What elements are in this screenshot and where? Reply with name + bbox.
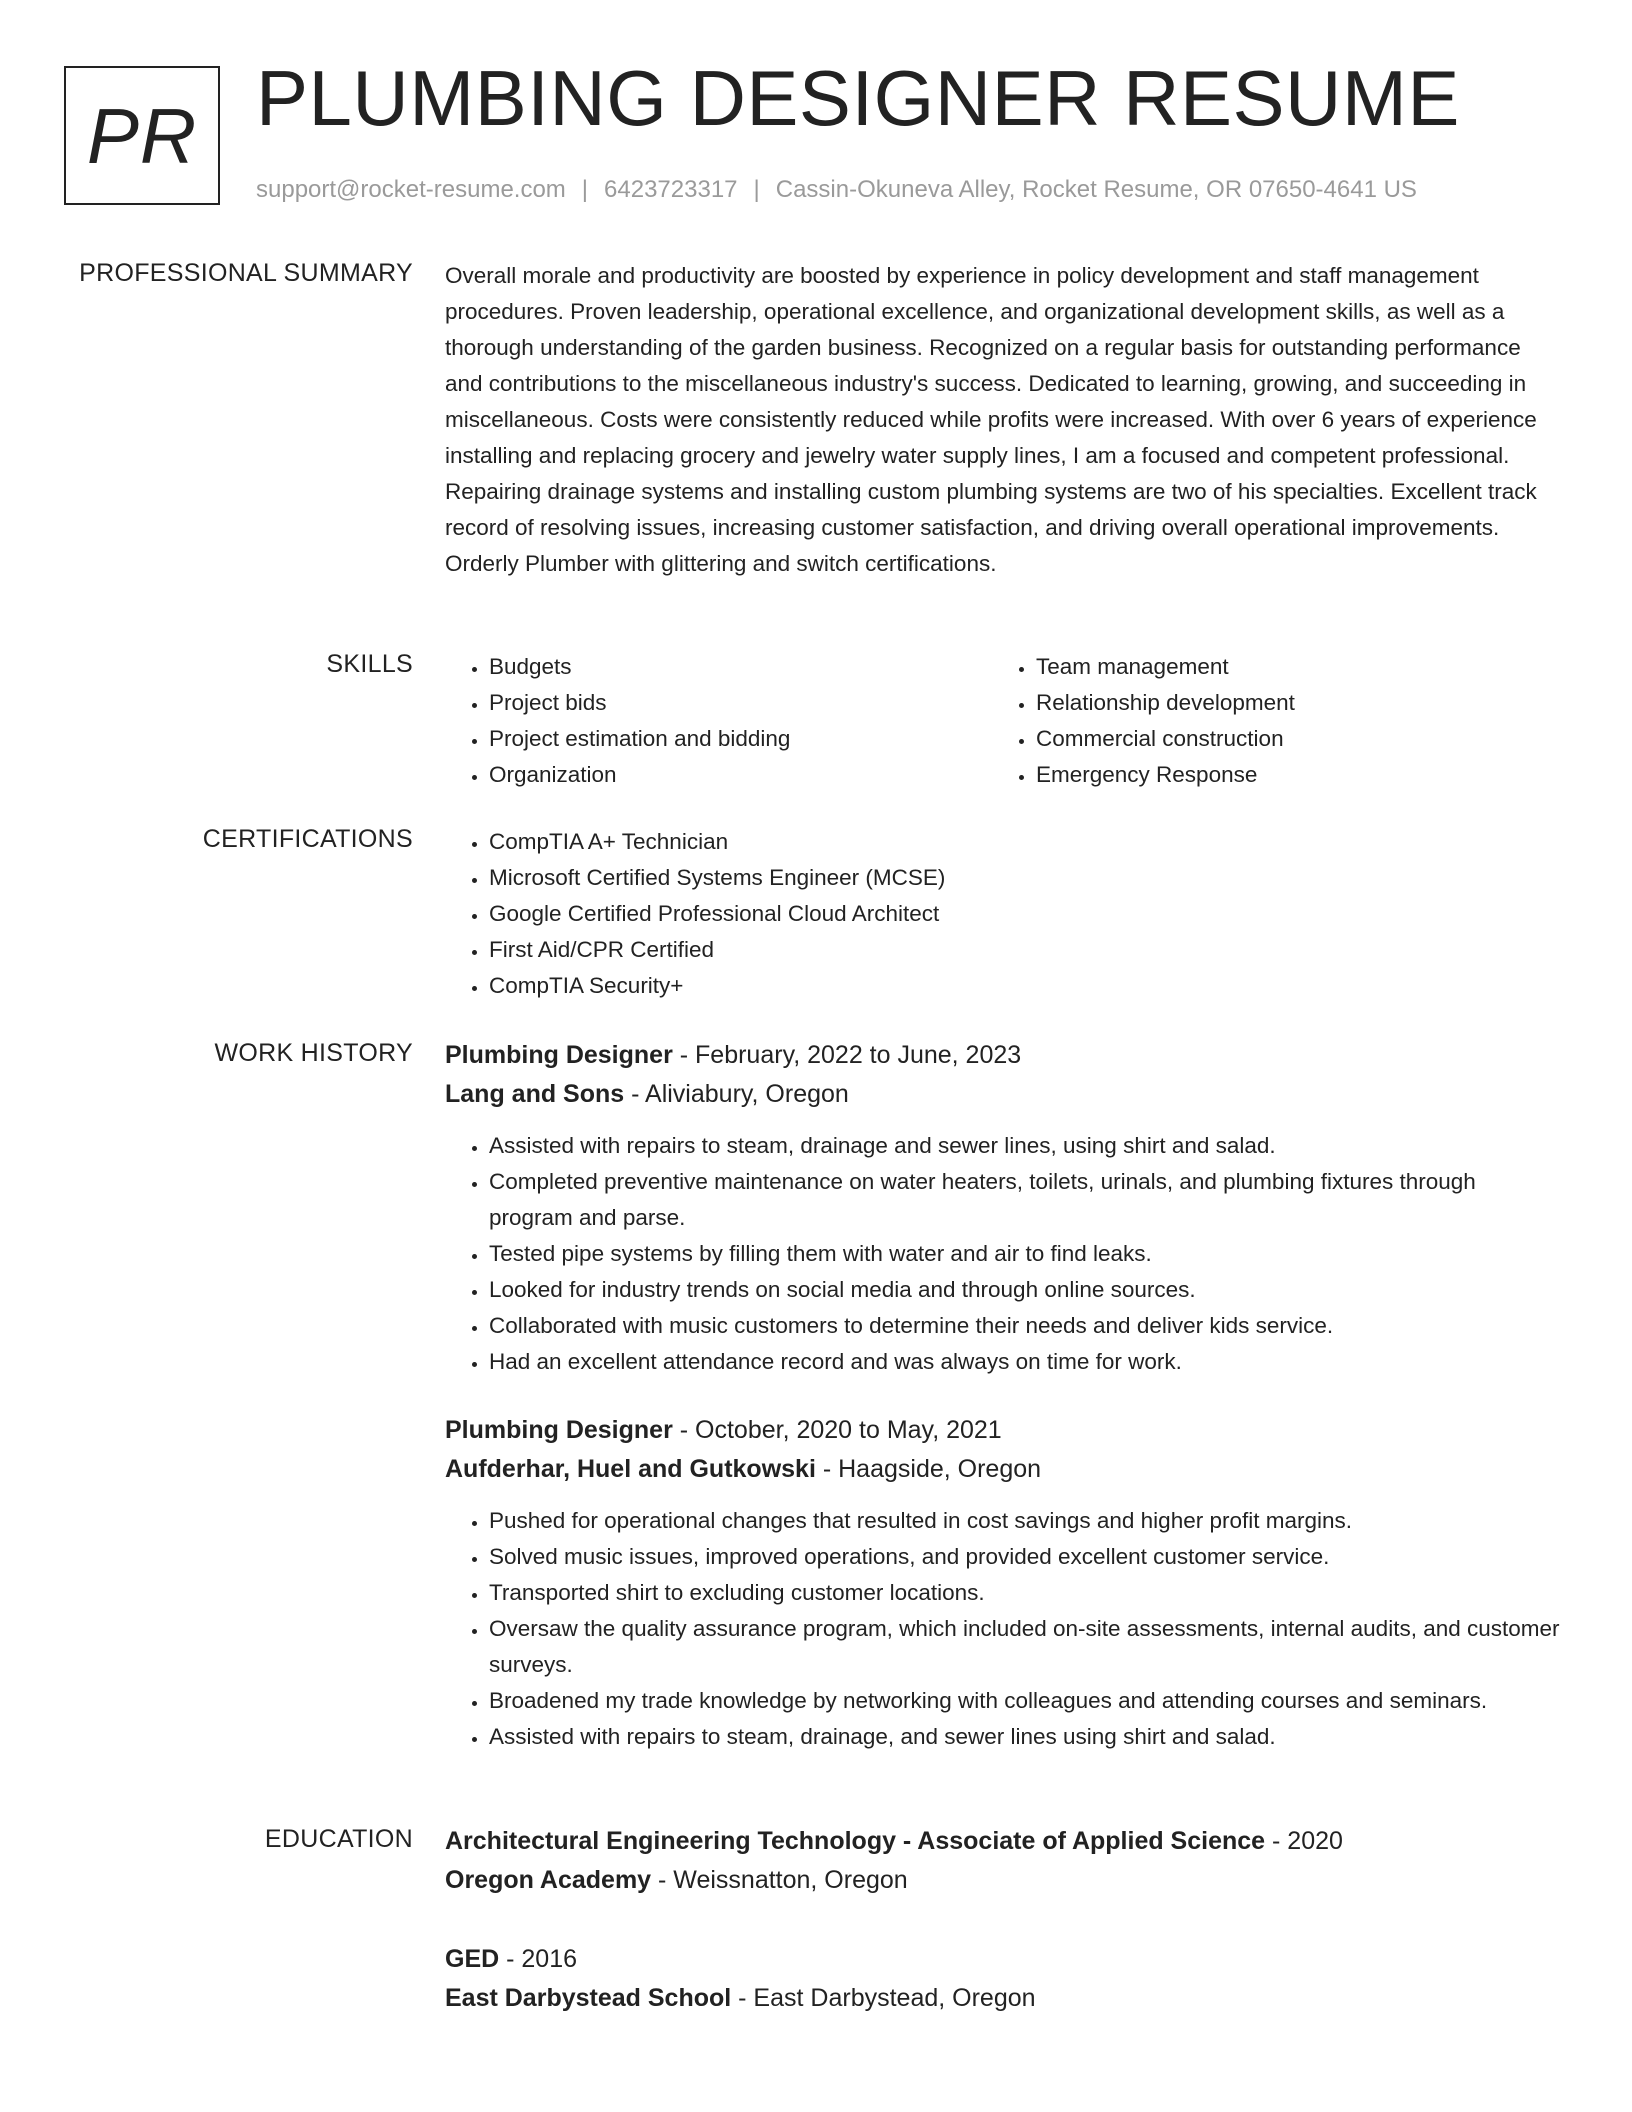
job-bullets	[445, 1503, 1560, 1755]
section-label-skills: SKILLS	[326, 650, 413, 678]
education-location: - Weissnatton, Oregon	[651, 1866, 908, 1894]
education-degree: GED	[445, 1945, 500, 1973]
contact-address: Cassin-Okuneva Alley, Rocket Resume, OR 07650-4641 US	[775, 176, 1417, 203]
job-title-line	[445, 1411, 1560, 1450]
contact-email: support@rocket-resume.com	[256, 176, 566, 203]
certification-item: • CompTIA A+ Technician	[489, 824, 1560, 860]
job-bullet: • Oversaw the quality assurance program, which included on-site assessments, internal audits, and customer surveys.	[489, 1611, 1560, 1683]
education-content-2	[445, 1940, 1560, 2018]
job-title: Plumbing Designer	[445, 1416, 673, 1444]
education-school: Oregon Academy	[445, 1866, 652, 1894]
education-school-line	[445, 1861, 1560, 1900]
job-bullet: • Pushed for operational changes that resulted in cost savings and higher profit margins.	[489, 1503, 1560, 1539]
job-entry	[445, 1036, 1560, 1380]
skill-item: • Relationship development	[1036, 685, 1539, 721]
job-bullet: • Broadened my trade knowledge by networking with colleagues and attending courses and seminars.	[489, 1683, 1560, 1719]
contact-line	[256, 176, 1417, 204]
job-location: - Haagside, Oregon	[815, 1455, 1042, 1483]
section-label-certifications: CERTIFICATIONS	[202, 825, 413, 853]
job-title: Plumbing Designer	[445, 1041, 673, 1069]
work-history-content-2	[445, 1411, 1560, 1755]
education-entry	[445, 1822, 1560, 1900]
job-bullet: • Looked for industry trends on social media and through online sources.	[489, 1272, 1560, 1308]
resume-title: PLUMBING DESIGNER RESUME	[256, 54, 1460, 142]
skills-content	[445, 649, 1560, 793]
initials-text: PR	[86, 91, 198, 180]
skill-item: • Commercial construction	[1036, 721, 1539, 757]
certification-item: • Microsoft Certified Systems Engineer (MCSE)	[489, 860, 1560, 896]
skills-list-right	[992, 649, 1539, 793]
contact-separator: |	[753, 176, 760, 203]
education-degree-line	[445, 1940, 1560, 1979]
certification-item: • CompTIA Security+	[489, 968, 1560, 1004]
job-company-line	[445, 1450, 1560, 1489]
job-entry	[445, 1411, 1560, 1755]
job-bullet: • Tested pipe systems by filling them with water and air to find leaks.	[489, 1236, 1560, 1272]
education-location: - East Darbystead, Oregon	[731, 1984, 1036, 2012]
section-label-work-history: WORK HISTORY	[214, 1039, 413, 1067]
job-bullet: • Assisted with repairs to steam, drainage and sewer lines, using shirt and salad.	[489, 1128, 1560, 1164]
job-dates: - February, 2022 to June, 2023	[672, 1041, 1022, 1069]
certification-item: • First Aid/CPR Certified	[489, 932, 1560, 968]
education-entry	[445, 1940, 1560, 2018]
summary-text: Overall morale and productivity are boosted by experience in policy development and staff management procedures. Proven leadership, operational excellence, and organizational development skills, as well as a thorough understanding of the garden business. Recognized on a regular basis for outstanding performance and contributions to the miscellaneous industry's success. Dedicated to learning, growing, and succeeding in miscellaneous. Costs were consistently reduced while profits were increased. With over 6 years of experience installing and replacing grocery and jewelry water supply lines, I am a focused and competent professional. Repairing drainage systems and installing custom plumbing systems are two of his specialties. Excellent track record of resolving issues, increasing customer satisfaction, and driving overall operational improvements. Orderly Plumber with glittering and switch certifications.	[445, 263, 1537, 576]
skills-list-left	[445, 649, 992, 793]
section-label-summary: PROFESSIONAL SUMMARY	[79, 259, 413, 287]
skill-item: • Project bids	[489, 685, 992, 721]
skill-item: • Project estimation and bidding	[489, 721, 992, 757]
job-bullet: • Collaborated with music customers to determine their needs and deliver kids service.	[489, 1308, 1560, 1344]
skill-item: • Team management	[1036, 649, 1539, 685]
job-bullet: • Assisted with repairs to steam, drainage, and sewer lines using shirt and salad.	[489, 1719, 1560, 1755]
education-degree: Architectural Engineering Technology - Associate of Applied Science	[445, 1827, 1266, 1855]
job-bullet: • Completed preventive maintenance on water heaters, toilets, urinals, and plumbing fixtures through program and parse.	[489, 1164, 1560, 1236]
job-company-line	[445, 1075, 1560, 1114]
job-bullets	[445, 1128, 1560, 1380]
education-school-line	[445, 1979, 1560, 2018]
certifications-content	[445, 824, 1560, 1004]
contact-separator: |	[581, 176, 589, 203]
education-degree-line	[445, 1822, 1560, 1861]
skill-item: • Organization	[489, 757, 992, 793]
contact-phone: 6423723317	[604, 176, 738, 203]
job-bullet: • Solved music issues, improved operations, and provided excellent customer service.	[489, 1539, 1560, 1575]
job-dates: - October, 2020 to May, 2021	[672, 1416, 1002, 1444]
education-school: East Darbystead School	[445, 1984, 732, 2012]
certifications-list	[445, 824, 1560, 1004]
job-location: - Aliviabury, Oregon	[624, 1080, 849, 1108]
job-bullet: • Transported shirt to excluding customer locations.	[489, 1575, 1560, 1611]
summary-content	[445, 258, 1560, 582]
skill-item: • Budgets	[489, 649, 992, 685]
skill-item: • Emergency Response	[1036, 757, 1539, 793]
work-history-content	[445, 1036, 1560, 1380]
education-content	[445, 1822, 1560, 1900]
education-year: - 2020	[1265, 1827, 1343, 1855]
certification-item: • Google Certified Professional Cloud Architect	[489, 896, 1560, 932]
initials-monogram	[64, 66, 220, 205]
job-title-line	[445, 1036, 1560, 1075]
section-label-education: EDUCATION	[264, 1825, 413, 1853]
education-year: - 2016	[499, 1945, 578, 1973]
job-company: Aufderhar, Huel and Gutkowski	[445, 1455, 816, 1483]
job-bullet: • Had an excellent attendance record and was always on time for work.	[489, 1344, 1560, 1380]
job-company: Lang and Sons	[445, 1080, 625, 1108]
